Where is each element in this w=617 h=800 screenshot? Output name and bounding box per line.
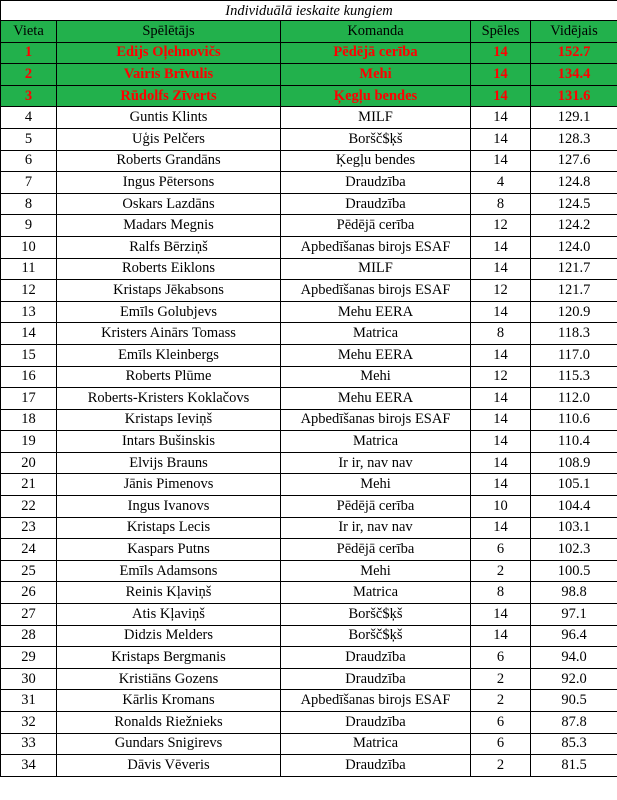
games-cell: 2 <box>471 668 531 690</box>
team-cell: Mehi <box>281 560 471 582</box>
place-cell: 6 <box>1 150 57 172</box>
games-cell: 8 <box>471 193 531 215</box>
place-cell: 18 <box>1 409 57 431</box>
average-cell: 92.0 <box>531 668 617 690</box>
average-cell: 94.0 <box>531 647 617 669</box>
player-cell: Kristers Ainārs Tomass <box>57 323 281 345</box>
games-cell: 12 <box>471 215 531 237</box>
place-cell: 10 <box>1 236 57 258</box>
place-cell: 29 <box>1 647 57 669</box>
place-cell: 4 <box>1 107 57 129</box>
team-cell: Draudzība <box>281 172 471 194</box>
team-cell: Pēdējā cerība <box>281 496 471 518</box>
player-cell: Madars Megnis <box>57 215 281 237</box>
team-cell: Matrica <box>281 582 471 604</box>
games-cell: 14 <box>471 150 531 172</box>
team-cell: Ķegļu bendes <box>281 150 471 172</box>
games-cell: 14 <box>471 474 531 496</box>
team-cell: Mehu EERA <box>281 301 471 323</box>
average-cell: 131.6 <box>531 85 617 107</box>
average-cell: 124.2 <box>531 215 617 237</box>
average-cell: 120.9 <box>531 301 617 323</box>
header-games: Spēles <box>471 21 531 43</box>
games-cell: 14 <box>471 128 531 150</box>
player-cell: Kristaps Jēkabsons <box>57 280 281 302</box>
table-row <box>1 452 617 474</box>
games-cell: 14 <box>471 42 531 64</box>
table-row <box>1 625 617 647</box>
games-cell: 14 <box>471 85 531 107</box>
average-cell: 97.1 <box>531 604 617 626</box>
games-cell: 6 <box>471 733 531 755</box>
table-row <box>1 388 617 410</box>
player-cell: Intars Bušinskis <box>57 431 281 453</box>
place-cell: 12 <box>1 280 57 302</box>
games-cell: 2 <box>471 755 531 777</box>
player-cell: Jānis Pimenovs <box>57 474 281 496</box>
player-cell: Atis Kļaviņš <box>57 604 281 626</box>
team-cell: Pēdējā cerība <box>281 539 471 561</box>
average-cell: 108.9 <box>531 452 617 474</box>
team-cell: Apbedīšanas birojs ESAF <box>281 690 471 712</box>
table-row <box>1 690 617 712</box>
place-cell: 17 <box>1 388 57 410</box>
place-cell: 7 <box>1 172 57 194</box>
table-title: Individuālā ieskaite kungiem <box>1 1 617 21</box>
place-cell: 27 <box>1 604 57 626</box>
table-row <box>1 64 617 86</box>
table-row <box>1 128 617 150</box>
average-cell: 85.3 <box>531 733 617 755</box>
place-cell: 34 <box>1 755 57 777</box>
place-cell: 14 <box>1 323 57 345</box>
table-row <box>1 668 617 690</box>
games-cell: 14 <box>471 64 531 86</box>
games-cell: 2 <box>471 690 531 712</box>
table-row <box>1 280 617 302</box>
games-cell: 14 <box>471 409 531 431</box>
player-cell: Roberts-Kristers Koklačovs <box>57 388 281 410</box>
player-cell: Dāvis Vēveris <box>57 755 281 777</box>
average-cell: 81.5 <box>531 755 617 777</box>
player-cell: Guntis Klints <box>57 107 281 129</box>
player-cell: Ingus Pētersons <box>57 172 281 194</box>
table-row <box>1 344 617 366</box>
player-cell: Elvijs Brauns <box>57 452 281 474</box>
average-cell: 102.3 <box>531 539 617 561</box>
average-cell: 121.7 <box>531 258 617 280</box>
table-row <box>1 431 617 453</box>
average-cell: 128.3 <box>531 128 617 150</box>
table-body <box>1 42 617 776</box>
team-cell: Mehu EERA <box>281 388 471 410</box>
average-cell: 127.6 <box>531 150 617 172</box>
header-team: Komanda <box>281 21 471 43</box>
player-cell: Emīls Adamsons <box>57 560 281 582</box>
player-cell: Kristaps Ieviņš <box>57 409 281 431</box>
title-row <box>1 1 617 21</box>
place-cell: 3 <box>1 85 57 107</box>
table-row <box>1 301 617 323</box>
table-row <box>1 42 617 64</box>
place-cell: 31 <box>1 690 57 712</box>
place-cell: 25 <box>1 560 57 582</box>
table-row <box>1 193 617 215</box>
place-cell: 33 <box>1 733 57 755</box>
average-cell: 134.4 <box>531 64 617 86</box>
table-row <box>1 107 617 129</box>
average-cell: 124.0 <box>531 236 617 258</box>
average-cell: 110.4 <box>531 431 617 453</box>
average-cell: 96.4 <box>531 625 617 647</box>
player-cell: Vairis Brīvulis <box>57 64 281 86</box>
team-cell: Apbedīšanas birojs ESAF <box>281 280 471 302</box>
games-cell: 14 <box>471 236 531 258</box>
table-row <box>1 647 617 669</box>
average-cell: 118.3 <box>531 323 617 345</box>
place-cell: 11 <box>1 258 57 280</box>
games-cell: 14 <box>471 107 531 129</box>
place-cell: 1 <box>1 42 57 64</box>
table-row <box>1 733 617 755</box>
header-player: Spēlētājs <box>57 21 281 43</box>
team-cell: Mehi <box>281 474 471 496</box>
games-cell: 2 <box>471 560 531 582</box>
team-cell: Apbedīšanas birojs ESAF <box>281 236 471 258</box>
player-cell: Oskars Lazdāns <box>57 193 281 215</box>
player-cell: Kaspars Putns <box>57 539 281 561</box>
average-cell: 100.5 <box>531 560 617 582</box>
place-cell: 28 <box>1 625 57 647</box>
table-row <box>1 539 617 561</box>
games-cell: 12 <box>471 366 531 388</box>
games-cell: 10 <box>471 496 531 518</box>
games-cell: 14 <box>471 388 531 410</box>
table-row <box>1 236 617 258</box>
player-cell: Reinis Kļaviņš <box>57 582 281 604</box>
table-row <box>1 582 617 604</box>
games-cell: 14 <box>471 258 531 280</box>
player-cell: Didzis Melders <box>57 625 281 647</box>
team-cell: Mehi <box>281 64 471 86</box>
average-cell: 115.3 <box>531 366 617 388</box>
player-cell: Rūdolfs Zīverts <box>57 85 281 107</box>
player-cell: Uģis Pelčers <box>57 128 281 150</box>
place-cell: 15 <box>1 344 57 366</box>
player-cell: Ralfs Bērziņš <box>57 236 281 258</box>
table-row <box>1 258 617 280</box>
table-row <box>1 409 617 431</box>
place-cell: 5 <box>1 128 57 150</box>
games-cell: 6 <box>471 712 531 734</box>
team-cell: Matrica <box>281 323 471 345</box>
player-cell: Roberts Plūme <box>57 366 281 388</box>
games-cell: 14 <box>471 431 531 453</box>
player-cell: Gundars Snigirevs <box>57 733 281 755</box>
place-cell: 22 <box>1 496 57 518</box>
team-cell: Matrica <box>281 431 471 453</box>
average-cell: 117.0 <box>531 344 617 366</box>
team-cell: Boršč$ķš <box>281 625 471 647</box>
place-cell: 30 <box>1 668 57 690</box>
games-cell: 14 <box>471 301 531 323</box>
player-cell: Kristaps Lecis <box>57 517 281 539</box>
table-row <box>1 755 617 777</box>
table-row <box>1 366 617 388</box>
average-cell: 121.7 <box>531 280 617 302</box>
team-cell: Boršč$ķš <box>281 604 471 626</box>
games-cell: 8 <box>471 323 531 345</box>
average-cell: 90.5 <box>531 690 617 712</box>
average-cell: 105.1 <box>531 474 617 496</box>
table-row <box>1 172 617 194</box>
header-row <box>1 21 617 43</box>
table-row <box>1 85 617 107</box>
team-cell: MILF <box>281 258 471 280</box>
place-cell: 2 <box>1 64 57 86</box>
team-cell: Ķegļu bendes <box>281 85 471 107</box>
place-cell: 32 <box>1 712 57 734</box>
average-cell: 124.8 <box>531 172 617 194</box>
table-row <box>1 215 617 237</box>
team-cell: Draudzība <box>281 712 471 734</box>
team-cell: Draudzība <box>281 647 471 669</box>
games-cell: 14 <box>471 344 531 366</box>
place-cell: 20 <box>1 452 57 474</box>
average-cell: 104.4 <box>531 496 617 518</box>
average-cell: 110.6 <box>531 409 617 431</box>
place-cell: 23 <box>1 517 57 539</box>
average-cell: 124.5 <box>531 193 617 215</box>
player-cell: Emīls Kleinbergs <box>57 344 281 366</box>
place-cell: 13 <box>1 301 57 323</box>
team-cell: MILF <box>281 107 471 129</box>
team-cell: Draudzība <box>281 668 471 690</box>
place-cell: 16 <box>1 366 57 388</box>
games-cell: 14 <box>471 452 531 474</box>
player-cell: Kristiāns Gozens <box>57 668 281 690</box>
team-cell: Apbedīšanas birojs ESAF <box>281 409 471 431</box>
player-cell: Roberts Eiklons <box>57 258 281 280</box>
player-cell: Kārlis Kromans <box>57 690 281 712</box>
team-cell: Draudzība <box>281 193 471 215</box>
average-cell: 103.1 <box>531 517 617 539</box>
games-cell: 14 <box>471 625 531 647</box>
team-cell: Pēdējā cerība <box>281 42 471 64</box>
table-row <box>1 474 617 496</box>
table-row <box>1 517 617 539</box>
average-cell: 129.1 <box>531 107 617 129</box>
place-cell: 21 <box>1 474 57 496</box>
table-row <box>1 712 617 734</box>
games-cell: 8 <box>471 582 531 604</box>
table-row <box>1 604 617 626</box>
table-row <box>1 150 617 172</box>
games-cell: 4 <box>471 172 531 194</box>
player-cell: Emīls Golubjevs <box>57 301 281 323</box>
header-average: Vidējais <box>531 21 617 43</box>
average-cell: 87.8 <box>531 712 617 734</box>
team-cell: Matrica <box>281 733 471 755</box>
team-cell: Ir ir, nav nav <box>281 452 471 474</box>
average-cell: 98.8 <box>531 582 617 604</box>
games-cell: 12 <box>471 280 531 302</box>
games-cell: 14 <box>471 517 531 539</box>
average-cell: 112.0 <box>531 388 617 410</box>
place-cell: 8 <box>1 193 57 215</box>
table-row <box>1 496 617 518</box>
team-cell: Pēdējā cerība <box>281 215 471 237</box>
table-row <box>1 323 617 345</box>
average-cell: 152.7 <box>531 42 617 64</box>
place-cell: 26 <box>1 582 57 604</box>
games-cell: 6 <box>471 539 531 561</box>
place-cell: 19 <box>1 431 57 453</box>
team-cell: Draudzība <box>281 755 471 777</box>
player-cell: Edijs Oļehnovičs <box>57 42 281 64</box>
player-cell: Ingus Ivanovs <box>57 496 281 518</box>
header-place: Vieta <box>1 21 57 43</box>
team-cell: Boršč$ķš <box>281 128 471 150</box>
team-cell: Mehu EERA <box>281 344 471 366</box>
player-cell: Roberts Grandāns <box>57 150 281 172</box>
place-cell: 9 <box>1 215 57 237</box>
table-row <box>1 560 617 582</box>
team-cell: Mehi <box>281 366 471 388</box>
player-cell: Ronalds Riežnieks <box>57 712 281 734</box>
player-cell: Kristaps Bergmanis <box>57 647 281 669</box>
games-cell: 14 <box>471 604 531 626</box>
games-cell: 6 <box>471 647 531 669</box>
place-cell: 24 <box>1 539 57 561</box>
team-cell: Ir ir, nav nav <box>281 517 471 539</box>
